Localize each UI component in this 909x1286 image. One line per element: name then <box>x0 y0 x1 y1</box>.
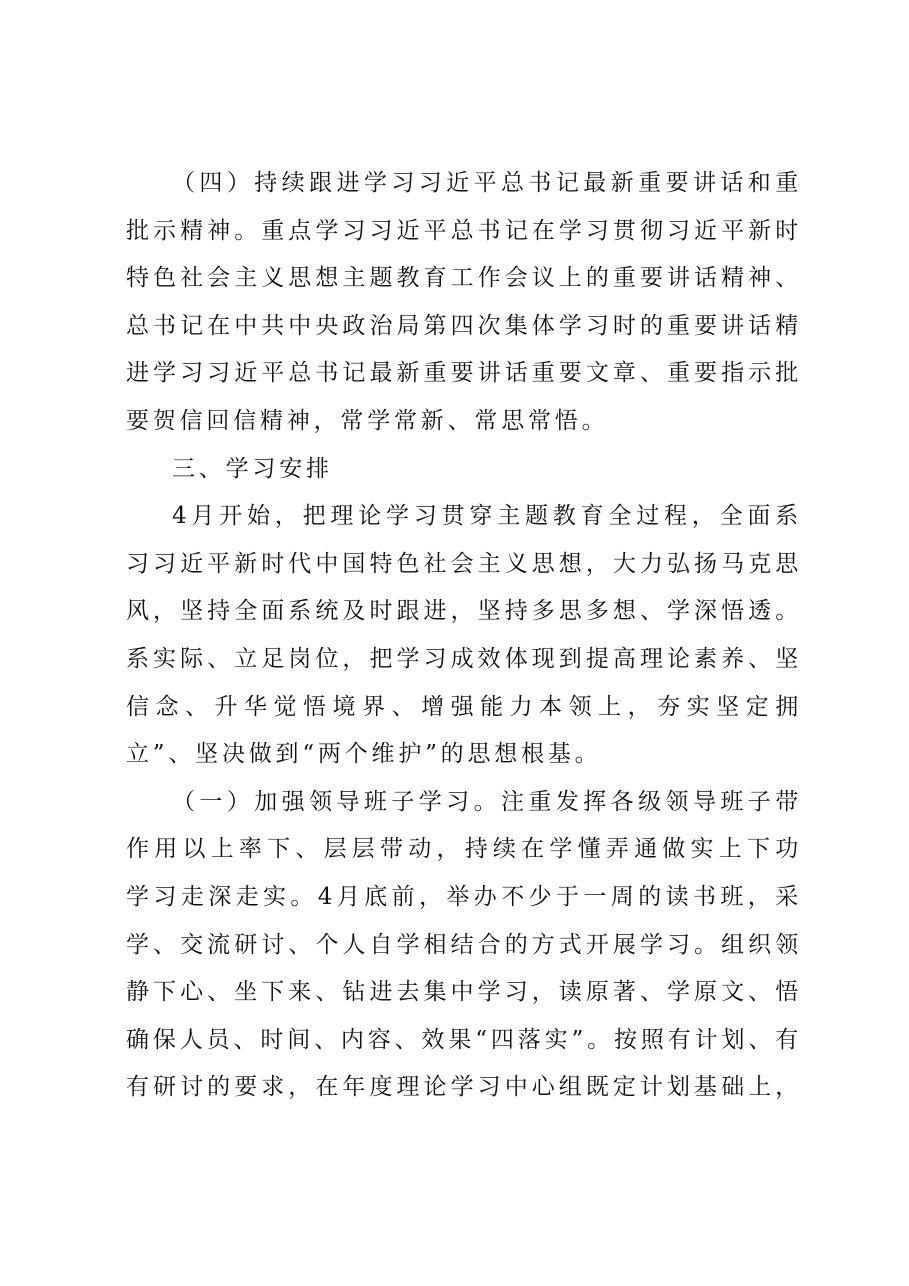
paragraph-line: 系实际、立足岗位，把学习成效体现到提高理论素养、坚 <box>126 645 802 672</box>
paragraph-line: 要贺信回信精神，常学常新、常思常悟。 <box>126 407 609 434</box>
paragraph-line: 有研讨的要求，在年度理论学习中心组既定计划基础上， <box>126 1074 802 1101</box>
paragraph-line: 信念、升华觉悟境界、增强能力本领上，夯实坚定拥 <box>126 693 802 720</box>
section-heading: 三、学习安排 <box>172 455 333 482</box>
paragraph-line: （四）持续跟进学习习近平总书记最新重要讲话和重 <box>172 170 802 196</box>
paragraph-line: 静下心、坐下来、钻进去集中学习，读原著、学原文、悟 <box>126 979 802 1006</box>
paragraph-4 <box>126 160 802 446</box>
paragraph-line: 学、交流研讨、个人自学相结合的方式开展学习。组织领 <box>126 931 802 958</box>
paragraph-line: 总书记在中共中央政治局第四次集体学习时的重要讲话精 <box>126 312 802 339</box>
paragraph-line: 4月开始，把理论学习贯穿主题教育全过程，全面系 <box>172 503 802 530</box>
paragraph-line: 习习近平新时代中国特色社会主义思想，大力弘扬马克思 <box>126 550 802 577</box>
document-body <box>126 160 802 1112</box>
paragraph-line: 风，坚持全面系统及时跟进，坚持多思多想、学深悟透。 <box>126 598 802 625</box>
paragraph-line: 进学习习近平总书记最新重要讲话重要文章、重要指示批 <box>126 360 802 387</box>
section-3-item-1 <box>126 779 802 1112</box>
paragraph-line: 作用以上率下、层层带动，持续在学懂弄通做实上下功 <box>126 836 802 863</box>
paragraph-line: 学习走深走实。4月底前，举办不少于一周的读书班，采 <box>126 883 802 910</box>
paragraph-line: 特色社会主义思想主题教育工作会议上的重要讲话精神、 <box>126 265 802 292</box>
section-3-intro <box>126 493 802 779</box>
paragraph-line: （一）加强领导班子学习。注重发挥各级领导班子带 <box>172 788 802 815</box>
paragraph-line: 批示精神。重点学习习近平总书记在学习贯彻习近平新时 <box>126 217 802 244</box>
paragraph-line: 确保人员、时间、内容、效果“四落实”。按照有计划、有 <box>126 1026 802 1053</box>
paragraph-line: 立”、坚决做到“两个维护”的思想根基。 <box>126 741 602 768</box>
